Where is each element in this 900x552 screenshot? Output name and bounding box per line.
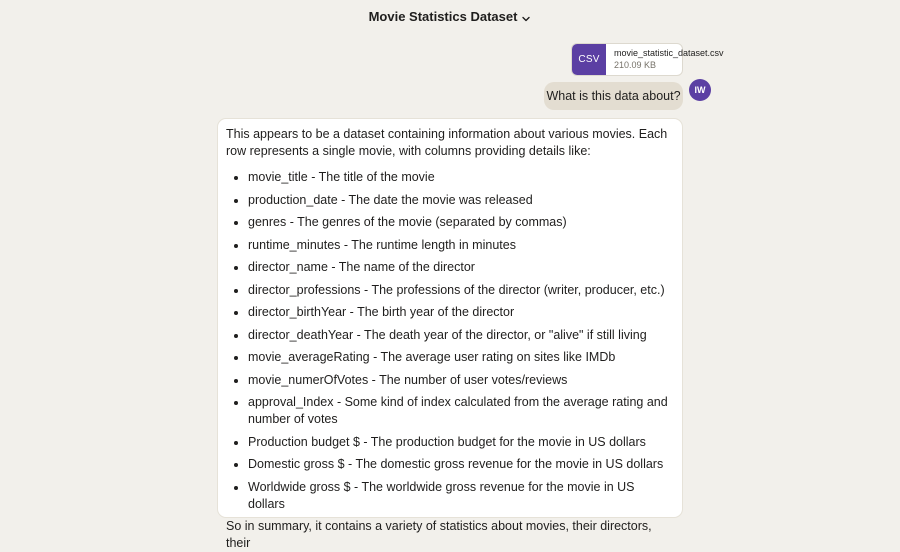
file-name: movie_statistic_dataset.csv — [614, 48, 724, 58]
file-type-badge: CSV — [572, 44, 606, 75]
avatar[interactable]: IW — [689, 79, 711, 101]
list-item: • director_name - The name of the director — [248, 259, 674, 276]
header — [0, 0, 900, 30]
assistant-summary-text: So in summary, it contains a variety of statistics about movies, their directors, their — [226, 519, 652, 550]
list-item: • genres - The genres of the movie (separated by commas) — [248, 214, 674, 231]
user-message-text: What is this data about? — [546, 89, 681, 103]
list-item: • movie_numerOfVotes - The number of user votes/reviews — [248, 372, 674, 389]
file-attachment[interactable] — [571, 43, 724, 76]
list-item: • production_date - The date the movie was released — [248, 192, 674, 209]
chat-title: Movie Statistics Dataset — [368, 8, 518, 24]
list-item: • runtime_minutes - The runtime length in minutes — [248, 237, 674, 254]
list-item: • director_deathYear - The death year of the director, or "alive" if still living — [248, 327, 674, 344]
list-item: • movie_averageRating - The average user rating on sites like IMDb — [248, 349, 674, 366]
chat-title-dropdown[interactable] — [369, 7, 532, 24]
user-message-bubble — [544, 82, 683, 110]
list-item: • Production budget $ - The production budget for the movie in US dollars — [248, 434, 674, 451]
file-size: 210.09 KB — [614, 60, 657, 70]
list-item: • Domestic gross $ - The domestic gross revenue for the movie in US dollars — [248, 456, 674, 473]
list-item: • movie_title - The title of the movie — [248, 169, 674, 186]
assistant-message — [217, 118, 683, 550]
list-item: • Worldwide gross $ - The worldwide gross revenue for the movie in US dollars — [248, 479, 674, 513]
file-meta — [606, 44, 724, 75]
list-item: • approval_Index - Some kind of index calculated from the average rating and number of votes — [248, 394, 674, 428]
chevron-down-icon — [521, 11, 531, 21]
list-item: • director_professions - The professions of the director (writer, producer, etc.) — [248, 282, 674, 299]
list-item: • director_birthYear - The birth year of the director — [248, 304, 674, 321]
assistant-intro-text: This appears to be a dataset containing information about various movies. Each row represents a single movie, with columns providing details like: — [226, 127, 668, 158]
field-list — [226, 169, 674, 513]
